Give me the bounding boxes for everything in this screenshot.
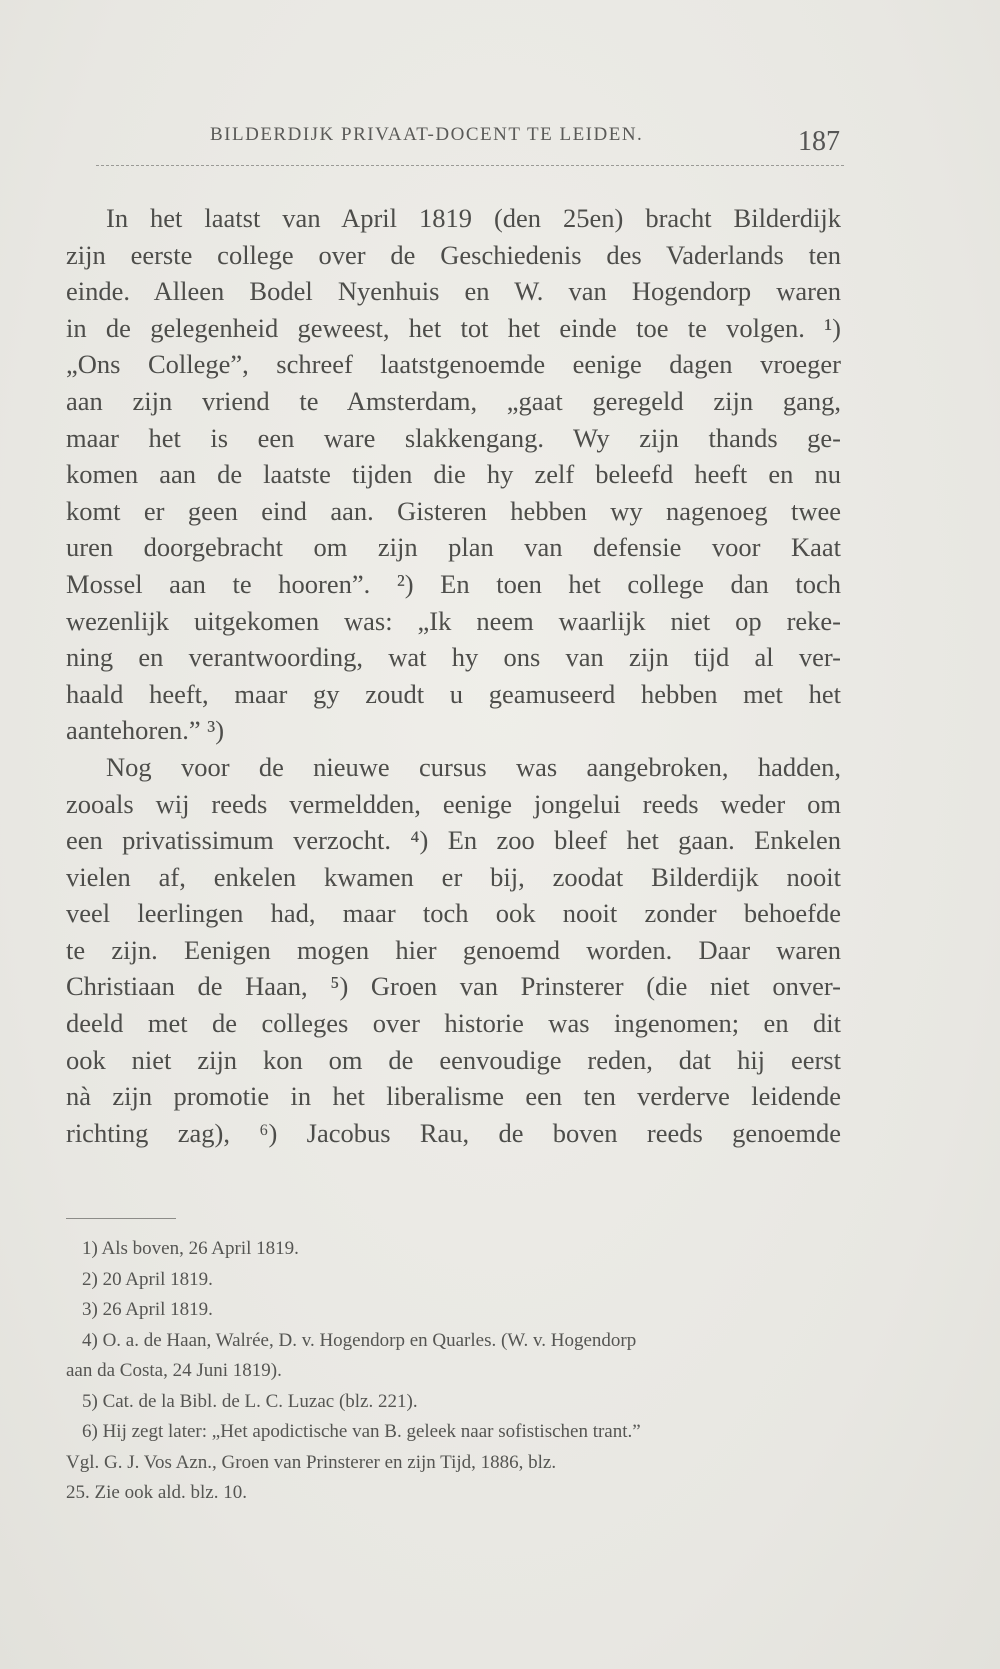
text-line: Mossel aan te hooren”. ²) En toen het college dan toch	[66, 568, 841, 599]
body-text	[66, 200, 841, 1151]
text-line: in de gelegenheid geweest, het tot het einde toe te volgen. ¹)	[66, 312, 841, 343]
running-title: BILDERDIJK PRIVAAT-DOCENT TE LEIDEN.	[210, 124, 644, 145]
text-line: aan zijn vriend te Amsterdam, „gaat geregeld zijn gang,	[66, 385, 841, 416]
footnote-2: 2) 20 April 1819.	[82, 1268, 213, 1290]
text-line: uren doorgebracht om zijn plan van defensie voor Kaat	[66, 532, 841, 563]
text-line: ook niet zijn kon om de eenvoudige reden, dat hij eerst	[66, 1044, 841, 1075]
text-line: richting zag), ⁶) Jacobus Rau, de boven reeds genoemde	[66, 1117, 841, 1148]
text-line: aantehoren.” ³)	[66, 715, 225, 746]
text-line: haald heeft, maar gy zoudt u geamuseerd hebben met het	[66, 678, 841, 709]
footnote-1: 1) Als boven, 26 April 1819.	[82, 1238, 299, 1259]
footnote-5: 5) Cat. de la Bibl. de L. C. Luzac (blz. 221).	[82, 1390, 418, 1412]
text-line: einde. Alleen Bodel Nyenhuis en W. van Hogendorp waren	[66, 276, 841, 307]
text-line: vielen af, enkelen kwamen er bij, zoodat Bilderdijk nooit	[66, 861, 841, 892]
header-rule	[96, 165, 844, 166]
text-line: „Ons College”, schreef laatstgenoemde eenige dagen vroeger	[66, 349, 841, 380]
text-line: een privatissimum verzocht. ⁴) En zoo bleef het gaan. Enkelen	[66, 825, 841, 856]
text-line: ning en verantwoording, wat hy ons van zijn tijd al ver-	[66, 642, 841, 673]
text-line: maar het is een ware slakkengang. Wy zijn thands ge-	[66, 422, 841, 453]
text-line: deeld met de colleges over historie was ingenomen; en dit	[66, 1008, 841, 1039]
footnote-rule	[66, 1218, 176, 1219]
text-line: zijn eerste college over de Geschiedenis des Vaderlands ten	[66, 239, 841, 270]
footnote-6: 6) Hij zegt later: „Het apodictische van B. geleek naar sofistischen trant.”	[82, 1421, 641, 1442]
text-line: veel leerlingen had, maar toch ook nooit zonder behoefde	[66, 898, 841, 929]
footnote-6-continued: 25. Zie ook ald. blz. 10.	[66, 1482, 247, 1503]
text-line: nà zijn promotie in het liberalisme een ten verderve leidende	[66, 1081, 841, 1112]
footnote-4-continued: aan da Costa, 24 Juni 1819).	[66, 1360, 282, 1381]
text-line: Nog voor de nieuwe cursus was aangebroken, hadden,	[106, 751, 841, 782]
footnote-6-continued: Vgl. G. J. Vos Azn., Groen van Prinsterer en zijn Tijd, 1886, blz.	[66, 1451, 557, 1473]
footnotes	[66, 1234, 841, 1509]
page-number: 187	[798, 126, 840, 157]
text-line: wezenlijk uitgekomen was: „Ik neem waarlijk niet op reke-	[66, 605, 841, 636]
text-line: komt er geen eind aan. Gisteren hebben wy nagenoeg twee	[66, 495, 841, 526]
footnote-3: 3) 26 April 1819.	[82, 1299, 213, 1320]
text-line: komen aan de laatste tijden die hy zelf beleefd heeft en nu	[66, 459, 841, 490]
text-line: zooals wij reeds vermeldden, eenige jongelui reeds weder om	[66, 788, 841, 819]
text-line: te zijn. Eenigen mogen hier genoemd worden. Daar waren	[66, 934, 841, 965]
text-line: Christiaan de Haan, ⁵) Groen van Prinsterer (die niet onver-	[66, 971, 841, 1002]
text-line: In het laatst van April 1819 (den 25en) bracht Bilderdijk	[106, 203, 841, 233]
footnote-4: 4) O. a. de Haan, Walrée, D. v. Hogendorp en Quarles. (W. v. Hogendorp	[82, 1329, 637, 1351]
